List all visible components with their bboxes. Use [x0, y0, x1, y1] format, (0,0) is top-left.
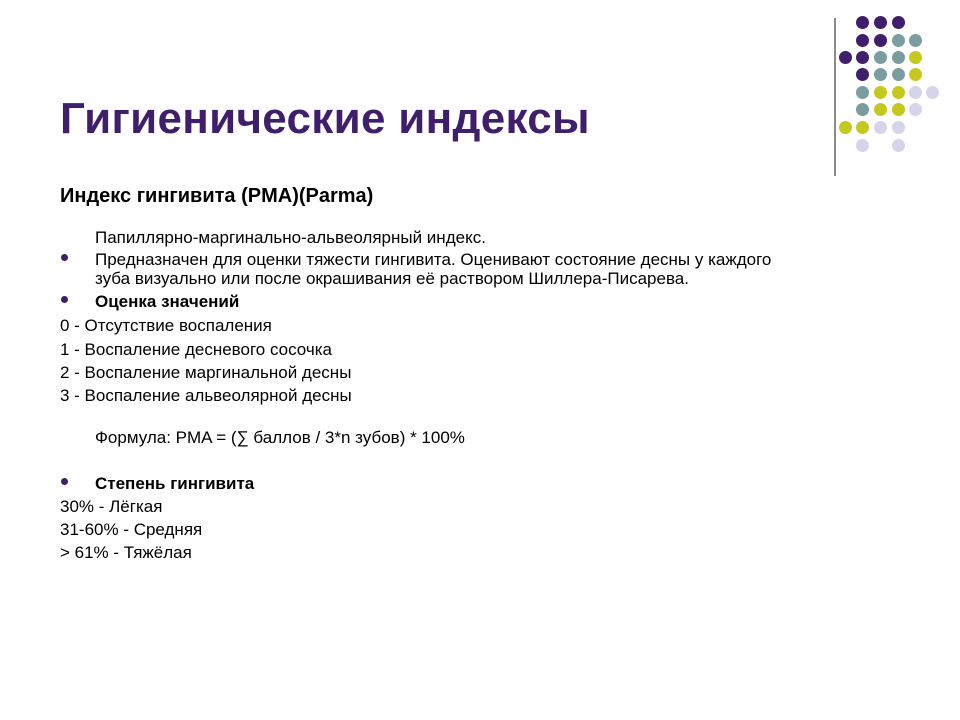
decorative-dot [892, 86, 905, 99]
decorative-dot [839, 51, 852, 64]
decorative-dot [892, 103, 905, 116]
decorative-dot [892, 68, 905, 81]
bullet-icon [61, 296, 68, 303]
intro-line: Папиллярно-маргинально-альвеолярный индекс. [95, 228, 486, 247]
decorative-dot [909, 51, 922, 64]
decorative-dot [856, 34, 869, 47]
slide-subtitle: Индекс гингивита (PMA)(Parma) [60, 185, 374, 207]
formula-line: Формула: PMA = (∑ баллов / 3*n зубов) * 100% [95, 428, 465, 447]
severity-item: > 61% - Тяжёлая [60, 543, 192, 562]
decorative-dot [909, 68, 922, 81]
severity-item: 31-60% - Средняя [60, 520, 203, 539]
score-item: 3 - Воспаление альвеолярной десны [60, 386, 352, 405]
decorative-dot [892, 16, 905, 29]
decorative-dot [856, 121, 869, 134]
decorative-dot [856, 68, 869, 81]
score-item: 0 - Отсутствие воспаления [60, 316, 272, 335]
decorative-dot [856, 103, 869, 116]
decorative-dot [909, 34, 922, 47]
decorative-dot [892, 121, 905, 134]
decorative-dot [892, 51, 905, 64]
decorative-dot [856, 51, 869, 64]
decorative-dot [874, 86, 887, 99]
decorative-dot [874, 121, 887, 134]
decorative-dot [839, 121, 852, 134]
decorative-dot [856, 16, 869, 29]
decorative-dot [874, 103, 887, 116]
decorative-dot [856, 86, 869, 99]
bullet-icon [61, 478, 68, 485]
decorative-dot [874, 34, 887, 47]
score-item: 2 - Воспаление маргинальной десны [60, 363, 352, 382]
slide-title: Гигиенические индексы [60, 94, 590, 143]
severity-heading: Степень гингивита [95, 474, 255, 493]
decorative-dot [909, 103, 922, 116]
scores-heading: Оценка значений [95, 292, 240, 311]
severity-item: 30% - Лёгкая [60, 497, 163, 516]
purpose-line-1: Предназначен для оценки тяжести гингивита. Оценивают состояние десны у каждого [95, 250, 772, 269]
purpose-line-2: зуба визуально или после окрашивания её раствором Шиллера-Писарева. [95, 269, 689, 288]
score-item: 1 - Воспаление десневого сосочка [60, 340, 333, 359]
decorative-dot [926, 86, 939, 99]
decorative-dot [874, 51, 887, 64]
decorative-dot [892, 139, 905, 152]
decorative-dot [892, 34, 905, 47]
bullet-icon [61, 254, 68, 261]
decorative-dot [874, 16, 887, 29]
vertical-divider [834, 18, 836, 176]
decorative-dot [856, 139, 869, 152]
decorative-dot [874, 68, 887, 81]
decorative-dot [909, 86, 922, 99]
